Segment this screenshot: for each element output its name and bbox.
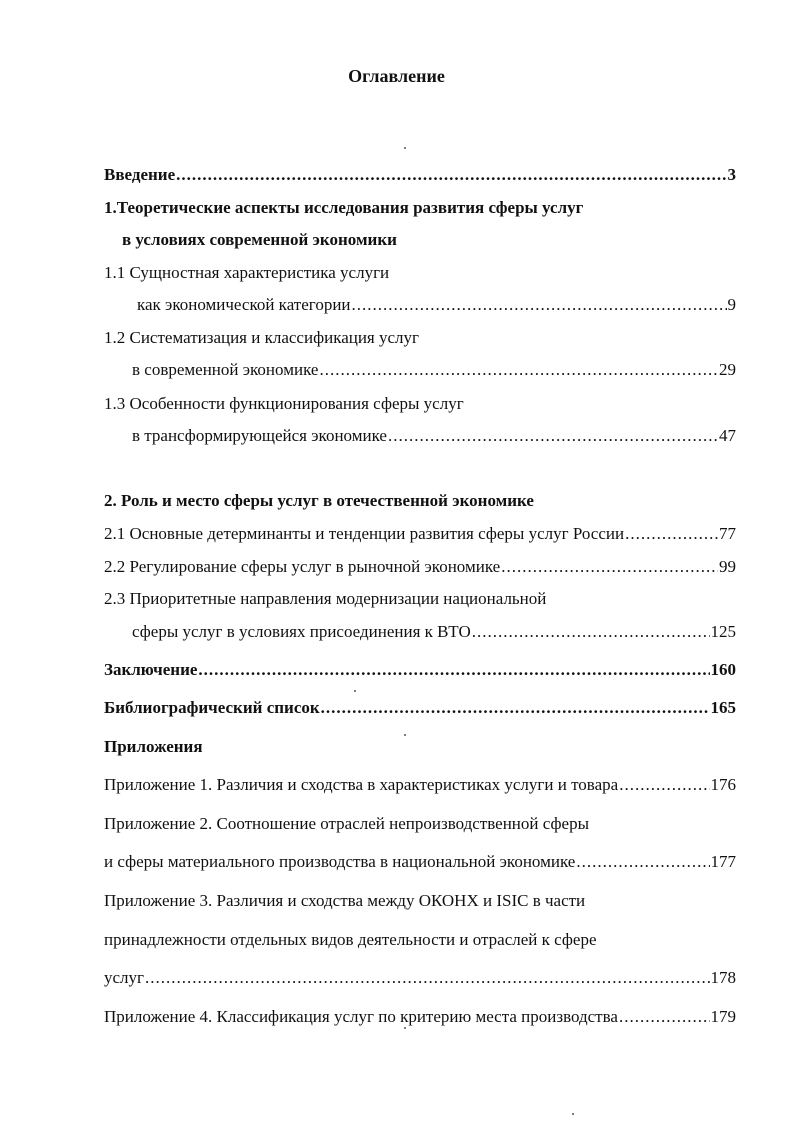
toc-page-number: 99: [719, 557, 736, 576]
toc-chapter-1-line2: в условиях современной экономики: [122, 230, 397, 249]
leader-dots: [319, 359, 718, 381]
toc-entry-intro: [104, 164, 736, 186]
leader-dots: [321, 697, 710, 719]
toc-section-1-3-line1: 1.3 Особенности функционирования сферы услуг: [104, 394, 464, 413]
toc-chapter-2: 2. Роль и место сферы услуг в отечественной экономике: [104, 491, 534, 510]
scan-speck: [404, 734, 406, 736]
toc-appendix-2-line2: и сферы материального производства в национальной экономике ..... 177: [104, 851, 736, 873]
toc-entry-label: Введение: [104, 165, 176, 184]
toc-page-number: 178: [710, 968, 736, 987]
leader-dots: [198, 659, 709, 681]
toc-section-1-1-line2: как экономической категории ..... 9: [137, 294, 736, 316]
leader-dots: [352, 294, 727, 316]
toc-section-1-3-line2: в трансформирующейся экономике ..... 47: [132, 425, 736, 447]
leader-dots: [619, 774, 709, 796]
leader-dots: [619, 1006, 710, 1028]
scan-speck: [572, 1113, 574, 1115]
toc-appendix-3-line1: Приложение 3. Различия и сходства между ОКОНХ и ISIC в части: [104, 891, 586, 910]
toc-page-number: 177: [710, 852, 736, 871]
scan-speck: [404, 147, 406, 149]
toc-entry-conclusion: Заключение ..... 160: [104, 659, 736, 681]
toc-section-1-2-line2: в современной экономике ..... 29: [132, 359, 736, 381]
toc-chapter-1-line1: 1.Теоретические аспекты исследования развития сферы услуг: [104, 198, 584, 217]
toc-section-2-2: 2.2 Регулирование сферы услуг в рыночной экономике ..... 99: [104, 556, 736, 578]
leader-dots: [472, 621, 710, 643]
toc-section-1-1-line1: 1.1 Сущностная характеристика услуги: [104, 263, 390, 282]
scan-speck: [404, 1027, 406, 1029]
toc-page-number: 9: [727, 295, 736, 314]
toc-page-number: 47: [719, 426, 736, 445]
toc-appendix-4: Приложение 4. Классификация услуг по критерию места производства ..... 179: [104, 1006, 736, 1028]
toc-entry-bibliography: Библиографический список ..... 165: [104, 697, 736, 719]
toc-page-number: 165: [710, 698, 736, 717]
toc-page-number: 179: [710, 1007, 736, 1026]
leader-dots: [501, 556, 718, 578]
toc-appendix-2-line1: Приложение 2. Соотношение отраслей непроизводственной сферы: [104, 814, 589, 833]
toc-appendices-heading: Приложения: [104, 737, 203, 756]
toc-page-number: 176: [710, 775, 736, 794]
toc-section-2-3-line2: сферы услуг в условиях присоединения к ВТО ..... 125: [132, 621, 736, 643]
leader-dots: [145, 967, 709, 989]
toc-appendix-3-line2: принадлежности отдельных видов деятельности и отраслей к сфере: [104, 930, 597, 949]
toc-section-2-3-line1: 2.3 Приоритетные направления модернизации национальной: [104, 589, 547, 608]
scan-speck: [354, 690, 356, 692]
toc-page-number: 160: [710, 660, 736, 679]
toc-section-1-2-line1: 1.2 Систематизация и классификация услуг: [104, 328, 420, 347]
toc-page-number: 29: [719, 360, 736, 379]
toc-section-2-1: 2.1 Основные детерминанты и тенденции развития сферы услуг России ..... 77: [104, 523, 736, 545]
toc-page-number: 125: [710, 622, 736, 641]
leader-dots: [576, 851, 709, 873]
toc-appendix-3-line3: услуг ..... 178: [104, 967, 736, 989]
leader-dots: [625, 523, 718, 545]
toc-page-number: 77: [719, 524, 736, 543]
toc-page-number: 3: [727, 165, 736, 184]
leader-dots: [176, 164, 726, 186]
toc-appendix-1: Приложение 1. Различия и сходства в характеристиках услуги и товара ..... 176: [104, 774, 736, 796]
leader-dots: [388, 425, 718, 447]
page-title: Оглавление: [348, 66, 445, 86]
